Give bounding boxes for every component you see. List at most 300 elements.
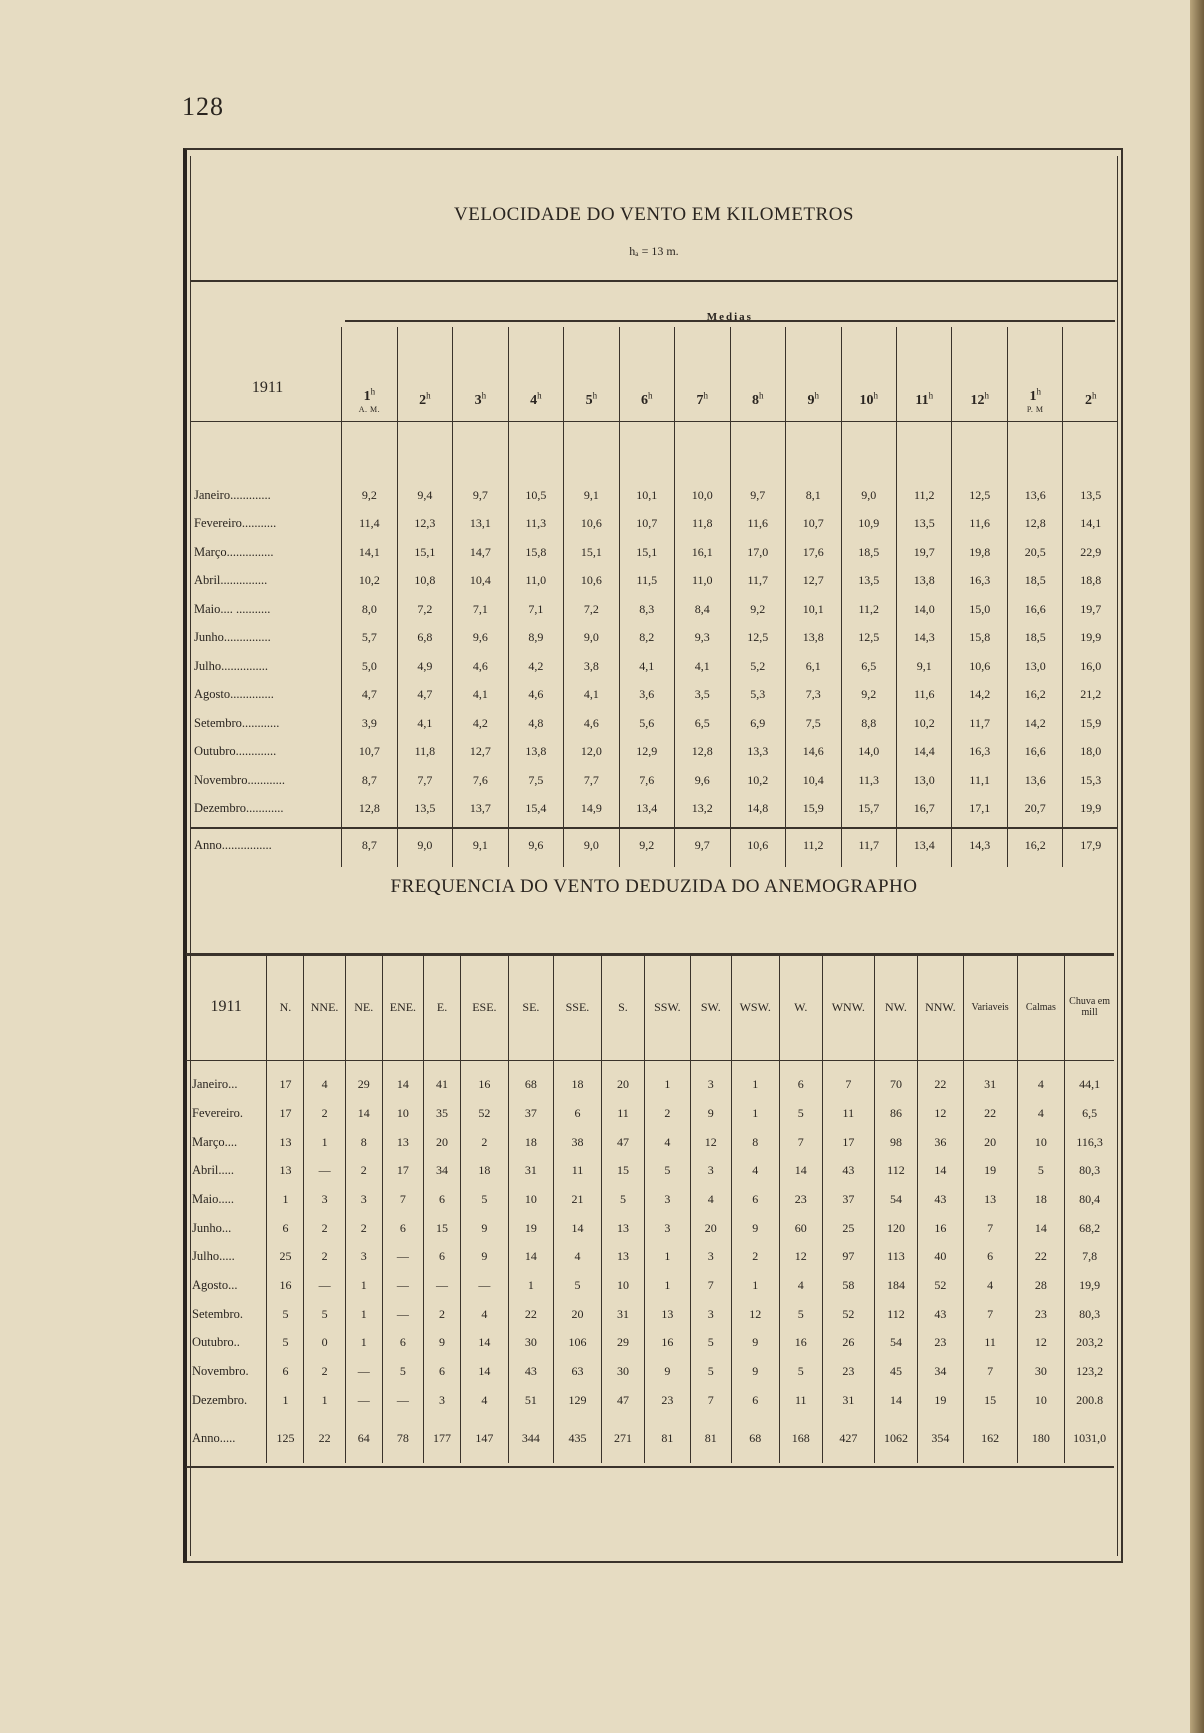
velocity-value: 20,5 — [1007, 538, 1062, 567]
frequency-value: 1 — [345, 1329, 382, 1358]
frequency-row — [186, 1185, 1114, 1214]
frequency-value: 18 — [461, 1156, 509, 1185]
direction-header: WSW. — [731, 955, 779, 1059]
frequency-value: 184 — [874, 1271, 917, 1300]
velocity-value: 9,0 — [841, 473, 896, 510]
frequency-value: 354 — [918, 1415, 964, 1463]
month-label: Fevereiro........... — [194, 516, 277, 531]
frequency-value: 11 — [963, 1329, 1017, 1358]
velocity-value: 18,5 — [841, 538, 896, 567]
velocity-value: 6,9 — [730, 709, 785, 738]
frequency-value: 4 — [461, 1386, 509, 1415]
velocity-value: 13,5 — [1063, 473, 1118, 510]
frequency-row — [186, 1128, 1114, 1157]
frequency-value: 7,8 — [1065, 1242, 1114, 1271]
velocity-value: 12,5 — [952, 473, 1007, 510]
velocity-value: 11,0 — [675, 567, 730, 596]
frequency-value: 1 — [267, 1185, 304, 1214]
frequency-value: 30 — [601, 1357, 644, 1386]
month-label: Janeiro... — [192, 1076, 238, 1091]
month-label: Janeiro............. — [194, 487, 271, 502]
velocity-value: 4,7 — [342, 681, 397, 710]
frequency-value: 14 — [461, 1357, 509, 1386]
velocity-value: 9,0 — [564, 823, 619, 867]
direction-header: ENE. — [382, 955, 423, 1059]
frequency-value: 3 — [424, 1386, 461, 1415]
velocity-row — [190, 681, 1118, 710]
velocity-value: 4,2 — [508, 652, 563, 681]
velocity-value: 6,1 — [786, 652, 841, 681]
frequency-value: 31 — [601, 1300, 644, 1329]
frequency-value: 7 — [382, 1185, 423, 1214]
frequency-value: 1 — [345, 1271, 382, 1300]
velocity-value: 9,2 — [730, 595, 785, 624]
month-label: Abril..... — [192, 1163, 235, 1178]
month-label: Junho... — [192, 1220, 232, 1235]
month-label: Novembro. — [192, 1364, 249, 1379]
frequency-value: — — [424, 1271, 461, 1300]
frequency-value: 4 — [554, 1242, 602, 1271]
velocity-value: 14,1 — [1063, 510, 1118, 539]
frequency-value: 30 — [508, 1329, 554, 1358]
velocity-value: 10,1 — [786, 595, 841, 624]
frequency-value: 2 — [304, 1242, 345, 1271]
velocity-value: 4,2 — [453, 709, 508, 738]
velocity-value: 16,0 — [1063, 652, 1118, 681]
velocity-value: 14,3 — [896, 624, 951, 653]
frequency-value: 25 — [267, 1242, 304, 1271]
frequency-value: 31 — [963, 1059, 1017, 1099]
velocity-value: 14,4 — [896, 738, 951, 767]
month-label: Fevereiro. — [192, 1105, 244, 1120]
frequency-value: 6 — [731, 1185, 779, 1214]
frequency-value: 44,1 — [1065, 1059, 1114, 1099]
velocity-value: 11,3 — [508, 510, 563, 539]
velocity-value: 10,2 — [730, 766, 785, 795]
velocity-row — [190, 595, 1118, 624]
frequency-value: 18 — [508, 1128, 554, 1157]
frequency-value: 81 — [645, 1415, 691, 1463]
frequency-value: 47 — [601, 1128, 644, 1157]
velocity-value: 10,5 — [508, 473, 563, 510]
frequency-year: 1911 — [210, 998, 242, 1015]
frequency-row — [186, 1271, 1114, 1300]
frequency-value: — — [304, 1156, 345, 1185]
frequency-value: 4 — [1017, 1099, 1065, 1128]
month-label: Maio..... — [192, 1191, 235, 1206]
frequency-value: 6 — [424, 1357, 461, 1386]
frequency-value: 162 — [963, 1415, 1017, 1463]
frequency-value: 129 — [554, 1386, 602, 1415]
velocity-value: 19,8 — [952, 538, 1007, 567]
velocity-value: 10,7 — [342, 738, 397, 767]
month-label: Março............... — [194, 544, 274, 559]
frequency-value: 427 — [822, 1415, 874, 1463]
velocity-value: 16,6 — [1007, 595, 1062, 624]
velocity-value: 9,0 — [397, 823, 452, 867]
velocity-value: 16,7 — [896, 795, 951, 824]
month-label: Setembro. — [192, 1306, 244, 1321]
velocity-value: 9,3 — [675, 624, 730, 653]
frequency-value: 4 — [690, 1185, 731, 1214]
frequency-value: 86 — [874, 1099, 917, 1128]
velocity-row — [190, 766, 1118, 795]
velocity-value: 11,8 — [397, 738, 452, 767]
velocity-value: 12,5 — [841, 624, 896, 653]
month-label: Dezembro. — [192, 1392, 248, 1407]
frequency-value: 2 — [645, 1099, 691, 1128]
velocity-value: 8,1 — [786, 473, 841, 510]
velocity-value: 14,1 — [342, 538, 397, 567]
velocity-value: 9,7 — [730, 473, 785, 510]
velocity-value: 10,6 — [564, 567, 619, 596]
frequency-value: 125 — [267, 1415, 304, 1463]
frequency-value: 14 — [554, 1214, 602, 1243]
frequency-value: 5 — [267, 1329, 304, 1358]
direction-header: ESE. — [461, 955, 509, 1059]
velocity-value: 8,4 — [675, 595, 730, 624]
velocity-value: 4,1 — [619, 652, 674, 681]
frequency-value: 7 — [822, 1059, 874, 1099]
velocity-value: 9,7 — [453, 473, 508, 510]
frequency-value: 14 — [345, 1099, 382, 1128]
frequency-value: 23 — [645, 1386, 691, 1415]
velocity-value: 11,3 — [841, 766, 896, 795]
velocity-value: 9,2 — [619, 823, 674, 867]
velocity-value: 9,6 — [508, 823, 563, 867]
velocity-value: 10,4 — [453, 567, 508, 596]
velocity-value: 10,7 — [786, 510, 841, 539]
direction-header: Calmas — [1017, 955, 1065, 1059]
velocity-value: 15,9 — [786, 795, 841, 824]
frequency-value: 2 — [461, 1128, 509, 1157]
velocity-value: 17,1 — [952, 795, 1007, 824]
direction-header: NNW. — [918, 955, 964, 1059]
month-label: Outubro............. — [194, 744, 277, 759]
frequency-value: — — [382, 1271, 423, 1300]
velocity-value: 8,2 — [619, 624, 674, 653]
velocity-value: 16,2 — [1007, 823, 1062, 867]
frequency-value: 9 — [731, 1357, 779, 1386]
frequency-value: 58 — [822, 1271, 874, 1300]
frequency-value: 9 — [690, 1099, 731, 1128]
velocity-subtitle: hₐ = 13 m. — [629, 244, 679, 258]
frequency-value: 68,2 — [1065, 1214, 1114, 1243]
frequency-value: 4 — [461, 1300, 509, 1329]
frequency-value: 13 — [963, 1185, 1017, 1214]
frequency-value: 12 — [731, 1300, 779, 1329]
velocity-value: 14,3 — [952, 823, 1007, 867]
velocity-value: 13,0 — [896, 766, 951, 795]
frequency-value: 203,2 — [1065, 1329, 1114, 1358]
frequency-value: 15 — [963, 1386, 1017, 1415]
velocity-value: 15,1 — [397, 538, 452, 567]
frequency-row — [186, 1415, 1114, 1463]
frequency-value: 10 — [1017, 1386, 1065, 1415]
frequency-value: 17 — [382, 1156, 423, 1185]
frequency-value: 68 — [731, 1415, 779, 1463]
frequency-value: 37 — [508, 1099, 554, 1128]
frequency-value: 7 — [690, 1271, 731, 1300]
velocity-value: 18,0 — [1063, 738, 1118, 767]
frequency-value: 5 — [267, 1300, 304, 1329]
velocity-value: 16,3 — [952, 738, 1007, 767]
frequency-value: 14 — [779, 1156, 822, 1185]
velocity-value: 12,9 — [619, 738, 674, 767]
direction-header: SW. — [690, 955, 731, 1059]
velocity-value: 9,6 — [675, 766, 730, 795]
frequency-value: 20 — [963, 1128, 1017, 1157]
frequency-value: 2 — [304, 1357, 345, 1386]
direction-header: NNE. — [304, 955, 345, 1059]
velocity-value: 3,6 — [619, 681, 674, 710]
frequency-value: 51 — [508, 1386, 554, 1415]
velocity-value: 13,3 — [730, 738, 785, 767]
frequency-value: 10 — [1017, 1128, 1065, 1157]
velocity-value: 20,7 — [1007, 795, 1062, 824]
direction-header: NE. — [345, 955, 382, 1059]
medias-label: Medias — [706, 311, 753, 323]
velocity-value: 7,3 — [786, 681, 841, 710]
frequency-value: 12 — [690, 1128, 731, 1157]
velocity-value: 11,6 — [730, 510, 785, 539]
frequency-value: 3 — [690, 1059, 731, 1099]
frequency-value: — — [304, 1271, 345, 1300]
velocity-value: 12,7 — [453, 738, 508, 767]
frequency-value: 20 — [554, 1300, 602, 1329]
velocity-value: 14,7 — [453, 538, 508, 567]
frequency-value: 36 — [918, 1128, 964, 1157]
frequency-value: 26 — [822, 1329, 874, 1358]
velocity-value: 10,7 — [619, 510, 674, 539]
velocity-row — [190, 473, 1118, 510]
velocity-value: 4,1 — [453, 681, 508, 710]
frequency-value: 2 — [304, 1214, 345, 1243]
frequency-row — [186, 1099, 1114, 1128]
frequency-value: 23 — [822, 1357, 874, 1386]
velocity-value: 10,1 — [619, 473, 674, 510]
velocity-row — [190, 795, 1118, 824]
frequency-value: 12 — [918, 1099, 964, 1128]
hour-header: 2$^h$ — [1063, 327, 1118, 473]
velocity-value: 10,6 — [564, 510, 619, 539]
velocity-value: 10,2 — [342, 567, 397, 596]
frequency-row — [186, 1156, 1114, 1185]
frequency-value: 15 — [424, 1214, 461, 1243]
frequency-value: 5 — [304, 1300, 345, 1329]
frequency-row — [186, 1242, 1114, 1271]
hour-header: 8$^h$ — [730, 327, 785, 473]
velocity-value: 3,9 — [342, 709, 397, 738]
velocity-value: 10,0 — [675, 473, 730, 510]
frequency-value: 9 — [645, 1357, 691, 1386]
velocity-value: 6,8 — [397, 624, 452, 653]
velocity-value: 19,7 — [896, 538, 951, 567]
velocity-value: 11,1 — [952, 766, 1007, 795]
frequency-value: 435 — [554, 1415, 602, 1463]
velocity-value: 10,6 — [730, 823, 785, 867]
velocity-value: 7,6 — [619, 766, 674, 795]
velocity-value: 10,9 — [841, 510, 896, 539]
frequency-value: 9 — [424, 1329, 461, 1358]
velocity-value: 13,6 — [1007, 766, 1062, 795]
frequency-value: 38 — [554, 1128, 602, 1157]
hour-header: 12$^h$ — [952, 327, 1007, 473]
frequency-value: 7 — [963, 1300, 1017, 1329]
frequency-value: 20 — [601, 1059, 644, 1099]
frequency-value: 6 — [382, 1329, 423, 1358]
frequency-value: 7 — [779, 1128, 822, 1157]
velocity-value: 14,0 — [896, 595, 951, 624]
velocity-value: 17,0 — [730, 538, 785, 567]
velocity-value: 13,5 — [397, 795, 452, 824]
velocity-value: 8,7 — [342, 823, 397, 867]
frequency-row — [186, 1059, 1114, 1099]
frequency-value: 2 — [304, 1099, 345, 1128]
frequency-value: 11 — [554, 1156, 602, 1185]
frequency-value: 14 — [918, 1156, 964, 1185]
frequency-value: 5 — [461, 1185, 509, 1214]
frequency-value: 3 — [690, 1242, 731, 1271]
month-label: Novembro............ — [194, 772, 285, 787]
month-label: Dezembro............ — [194, 801, 284, 816]
frequency-value: 28 — [1017, 1271, 1065, 1300]
frequency-value: 29 — [345, 1059, 382, 1099]
velocity-value: 4,8 — [508, 709, 563, 738]
frequency-value: 34 — [424, 1156, 461, 1185]
velocity-value: 15,8 — [508, 538, 563, 567]
frequency-value: 23 — [779, 1185, 822, 1214]
frequency-value: 4 — [779, 1271, 822, 1300]
frequency-value: 4 — [645, 1128, 691, 1157]
frequency-value: — — [382, 1300, 423, 1329]
velocity-value: 11,2 — [786, 823, 841, 867]
velocity-value: 15,9 — [1063, 709, 1118, 738]
frequency-value: 8 — [345, 1128, 382, 1157]
frequency-value: 31 — [508, 1156, 554, 1185]
velocity-value: 4,6 — [564, 709, 619, 738]
frequency-value: 13 — [601, 1242, 644, 1271]
frequency-value: 1 — [304, 1386, 345, 1415]
velocity-value: 18,5 — [1007, 567, 1062, 596]
frequency-value: 9 — [731, 1214, 779, 1243]
frequency-value: 344 — [508, 1415, 554, 1463]
frequency-value: 3 — [690, 1156, 731, 1185]
frequency-value: 6,5 — [1065, 1099, 1114, 1128]
frequency-value: 3 — [345, 1242, 382, 1271]
velocity-value: 13,6 — [1007, 473, 1062, 510]
velocity-row — [190, 567, 1118, 596]
frequency-value: 47 — [601, 1386, 644, 1415]
frequency-value: 22 — [508, 1300, 554, 1329]
month-label: Agosto.............. — [194, 687, 274, 702]
frequency-value: 12 — [1017, 1329, 1065, 1358]
frequency-value: 5 — [645, 1156, 691, 1185]
velocity-value: 3,5 — [675, 681, 730, 710]
velocity-value: 5,2 — [730, 652, 785, 681]
frequency-value: 80,3 — [1065, 1156, 1114, 1185]
frequency-value: 1062 — [874, 1415, 917, 1463]
velocity-value: 13,7 — [453, 795, 508, 824]
direction-header: W. — [779, 955, 822, 1059]
frequency-value: 1 — [645, 1059, 691, 1099]
frequency-value: 78 — [382, 1415, 423, 1463]
frequency-row — [186, 1214, 1114, 1243]
velocity-value: 8,0 — [342, 595, 397, 624]
velocity-value: 12,8 — [675, 738, 730, 767]
velocity-value: 9,2 — [841, 681, 896, 710]
velocity-value: 4,1 — [564, 681, 619, 710]
velocity-value: 10,8 — [397, 567, 452, 596]
frequency-value: 16 — [267, 1271, 304, 1300]
velocity-value: 14,8 — [730, 795, 785, 824]
frequency-value: 6 — [267, 1214, 304, 1243]
frequency-value: 16 — [461, 1059, 509, 1099]
velocity-value: 16,1 — [675, 538, 730, 567]
hour-header: 2$^h$ — [397, 327, 452, 473]
frequency-value: 14 — [461, 1329, 509, 1358]
velocity-value: 11,6 — [952, 510, 1007, 539]
velocity-value: 4,6 — [508, 681, 563, 710]
velocity-value: 11,7 — [730, 567, 785, 596]
frequency-value: 13 — [267, 1128, 304, 1157]
frequency-value: 63 — [554, 1357, 602, 1386]
velocity-value: 13,4 — [619, 795, 674, 824]
frequency-value: 3 — [304, 1185, 345, 1214]
hour-header: 11$^h$ — [896, 327, 951, 473]
frequency-value: 70 — [874, 1059, 917, 1099]
frequency-value: 64 — [345, 1415, 382, 1463]
frequency-value: 14 — [508, 1242, 554, 1271]
frequency-value: 52 — [822, 1300, 874, 1329]
frequency-value: 29 — [601, 1329, 644, 1358]
velocity-value: 10,2 — [896, 709, 951, 738]
velocity-value: 13,4 — [896, 823, 951, 867]
month-label: Agosto... — [192, 1277, 238, 1292]
velocity-value: 14,2 — [1007, 709, 1062, 738]
velocity-value: 7,7 — [564, 766, 619, 795]
frequency-value: 112 — [874, 1300, 917, 1329]
velocity-value: 11,5 — [619, 567, 674, 596]
month-label: Junho............... — [194, 630, 271, 645]
frequency-value: 19 — [918, 1386, 964, 1415]
frequency-value: 3 — [645, 1185, 691, 1214]
frequency-value: 43 — [918, 1185, 964, 1214]
frequency-value: 9 — [731, 1329, 779, 1358]
velocity-value: 13,5 — [896, 510, 951, 539]
frequency-value: 5 — [779, 1300, 822, 1329]
frequency-value: 5 — [779, 1099, 822, 1128]
frequency-value: 271 — [601, 1415, 644, 1463]
frequency-value: 4 — [963, 1271, 1017, 1300]
velocity-value: 11,2 — [896, 473, 951, 510]
velocity-value: 17,6 — [786, 538, 841, 567]
velocity-value: 8,3 — [619, 595, 674, 624]
month-label: Julho............... — [194, 658, 268, 673]
frequency-value: 14 — [382, 1059, 423, 1099]
velocity-row — [190, 738, 1118, 767]
velocity-value: 14,0 — [841, 738, 896, 767]
velocity-value: 5,3 — [730, 681, 785, 710]
frequency-value: 7 — [690, 1386, 731, 1415]
frequency-value: 43 — [508, 1357, 554, 1386]
frequency-value: 1 — [304, 1128, 345, 1157]
frequency-value: 1 — [731, 1099, 779, 1128]
velocity-value: 4,6 — [453, 652, 508, 681]
velocity-row — [190, 709, 1118, 738]
velocity-row — [190, 624, 1118, 653]
hour-header: 7$^h$ — [675, 327, 730, 473]
